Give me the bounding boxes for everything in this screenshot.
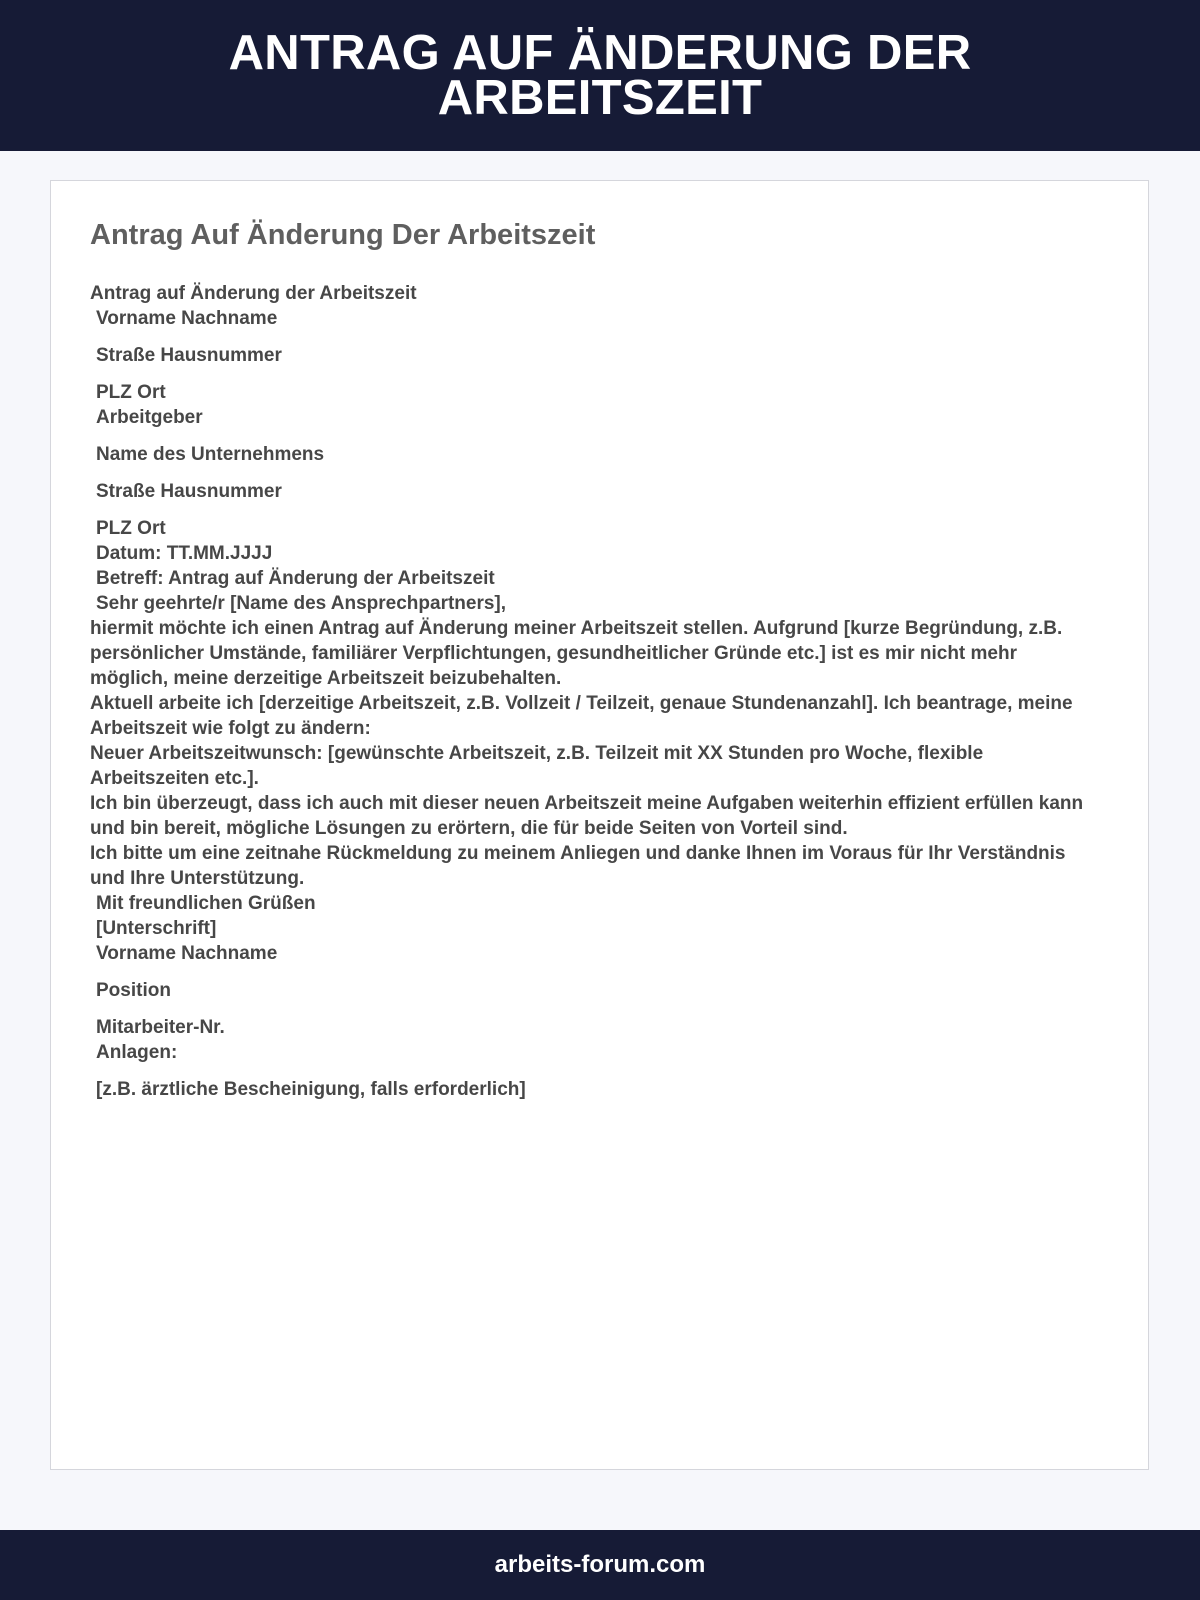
letter-subject: Betreff: Antrag auf Änderung der Arbeitszeit: [96, 568, 495, 589]
employer-company: Name des Unternehmens: [96, 444, 325, 465]
letter-closing: Mit freundlichen Grüßen: [96, 893, 316, 914]
attachments-label: Anlagen:: [96, 1042, 178, 1063]
signer-name: Vorname Nachname: [96, 943, 278, 964]
document-card: [50, 180, 1149, 1470]
employer-label: Arbeitgeber: [96, 407, 203, 428]
signer-position: Position: [96, 980, 171, 1001]
employer-street: Straße Hausnummer: [96, 481, 282, 502]
letter-body: [90, 281, 1100, 1102]
sender-city: PLZ Ort: [96, 382, 166, 403]
footer-site-name: arbeits-forum.com: [494, 1551, 706, 1578]
letter-date: Datum: TT.MM.JJJJ: [96, 543, 273, 564]
letter-salutation: Sehr geehrte/r [Name des Ansprechpartners],: [96, 593, 507, 614]
page-title-line-1: ANTRAG AUF ÄNDERUNG DER: [228, 25, 972, 80]
site-footer: [0, 1530, 1200, 1600]
page-title-line-2: ARBEITSZEIT: [437, 70, 763, 125]
employer-city: PLZ Ort: [96, 518, 166, 539]
letter-intro: Antrag auf Änderung der Arbeitszeit: [90, 283, 417, 304]
signer-employee-no: Mitarbeiter-Nr.: [96, 1017, 225, 1038]
sender-street: Straße Hausnummer: [96, 345, 282, 366]
sender-name: Vorname Nachname: [96, 308, 278, 329]
letter-paragraph: hiermit möchte ich einen Antrag auf Änderung meiner Arbeitszeit stellen. Aufgrund [kurze Begründung, z.B. persönlicher Umstände, familiärer Verpflichtungen, gesundheitlicher Gründe etc.] ist es mir nicht mehr möglich, meine derzeitige Arbeitszeit beizubehalten.: [90, 618, 1063, 689]
letter-paragraph: Aktuell arbeite ich [derzeitige Arbeitszeit, z.B. Vollzeit / Teilzeit, genaue Stundenanzahl]. Ich beantrage, meine Arbeitszeit wie folgt zu ändern:: [90, 693, 1073, 739]
document-heading: Antrag Auf Änderung Der Arbeitszeit: [90, 219, 596, 251]
letter-paragraph: Ich bitte um eine zeitnahe Rückmeldung zu meinem Anliegen und danke Ihnen im Voraus für Ihr Verständnis und Ihre Unterstützung.: [90, 843, 1066, 889]
letter-paragraph: Ich bin überzeugt, dass ich auch mit dieser neuen Arbeitszeit meine Aufgaben weiterhin effizient erfüllen kann und bin bereit, mögliche Lösungen zu erörtern, die für beide Seiten von Vorteil sind.: [90, 793, 1084, 839]
letter-signature: [Unterschrift]: [96, 918, 217, 939]
top-banner: [0, 0, 1200, 151]
attachments-text: [z.B. ärztliche Bescheinigung, falls erforderlich]: [96, 1079, 526, 1100]
letter-paragraph: Neuer Arbeitszeitwunsch: [gewünschte Arbeitszeit, z.B. Teilzeit mit XX Stunden pro Woche, flexible Arbeitszeiten etc.].: [90, 743, 984, 789]
page-title: [228, 25, 972, 125]
